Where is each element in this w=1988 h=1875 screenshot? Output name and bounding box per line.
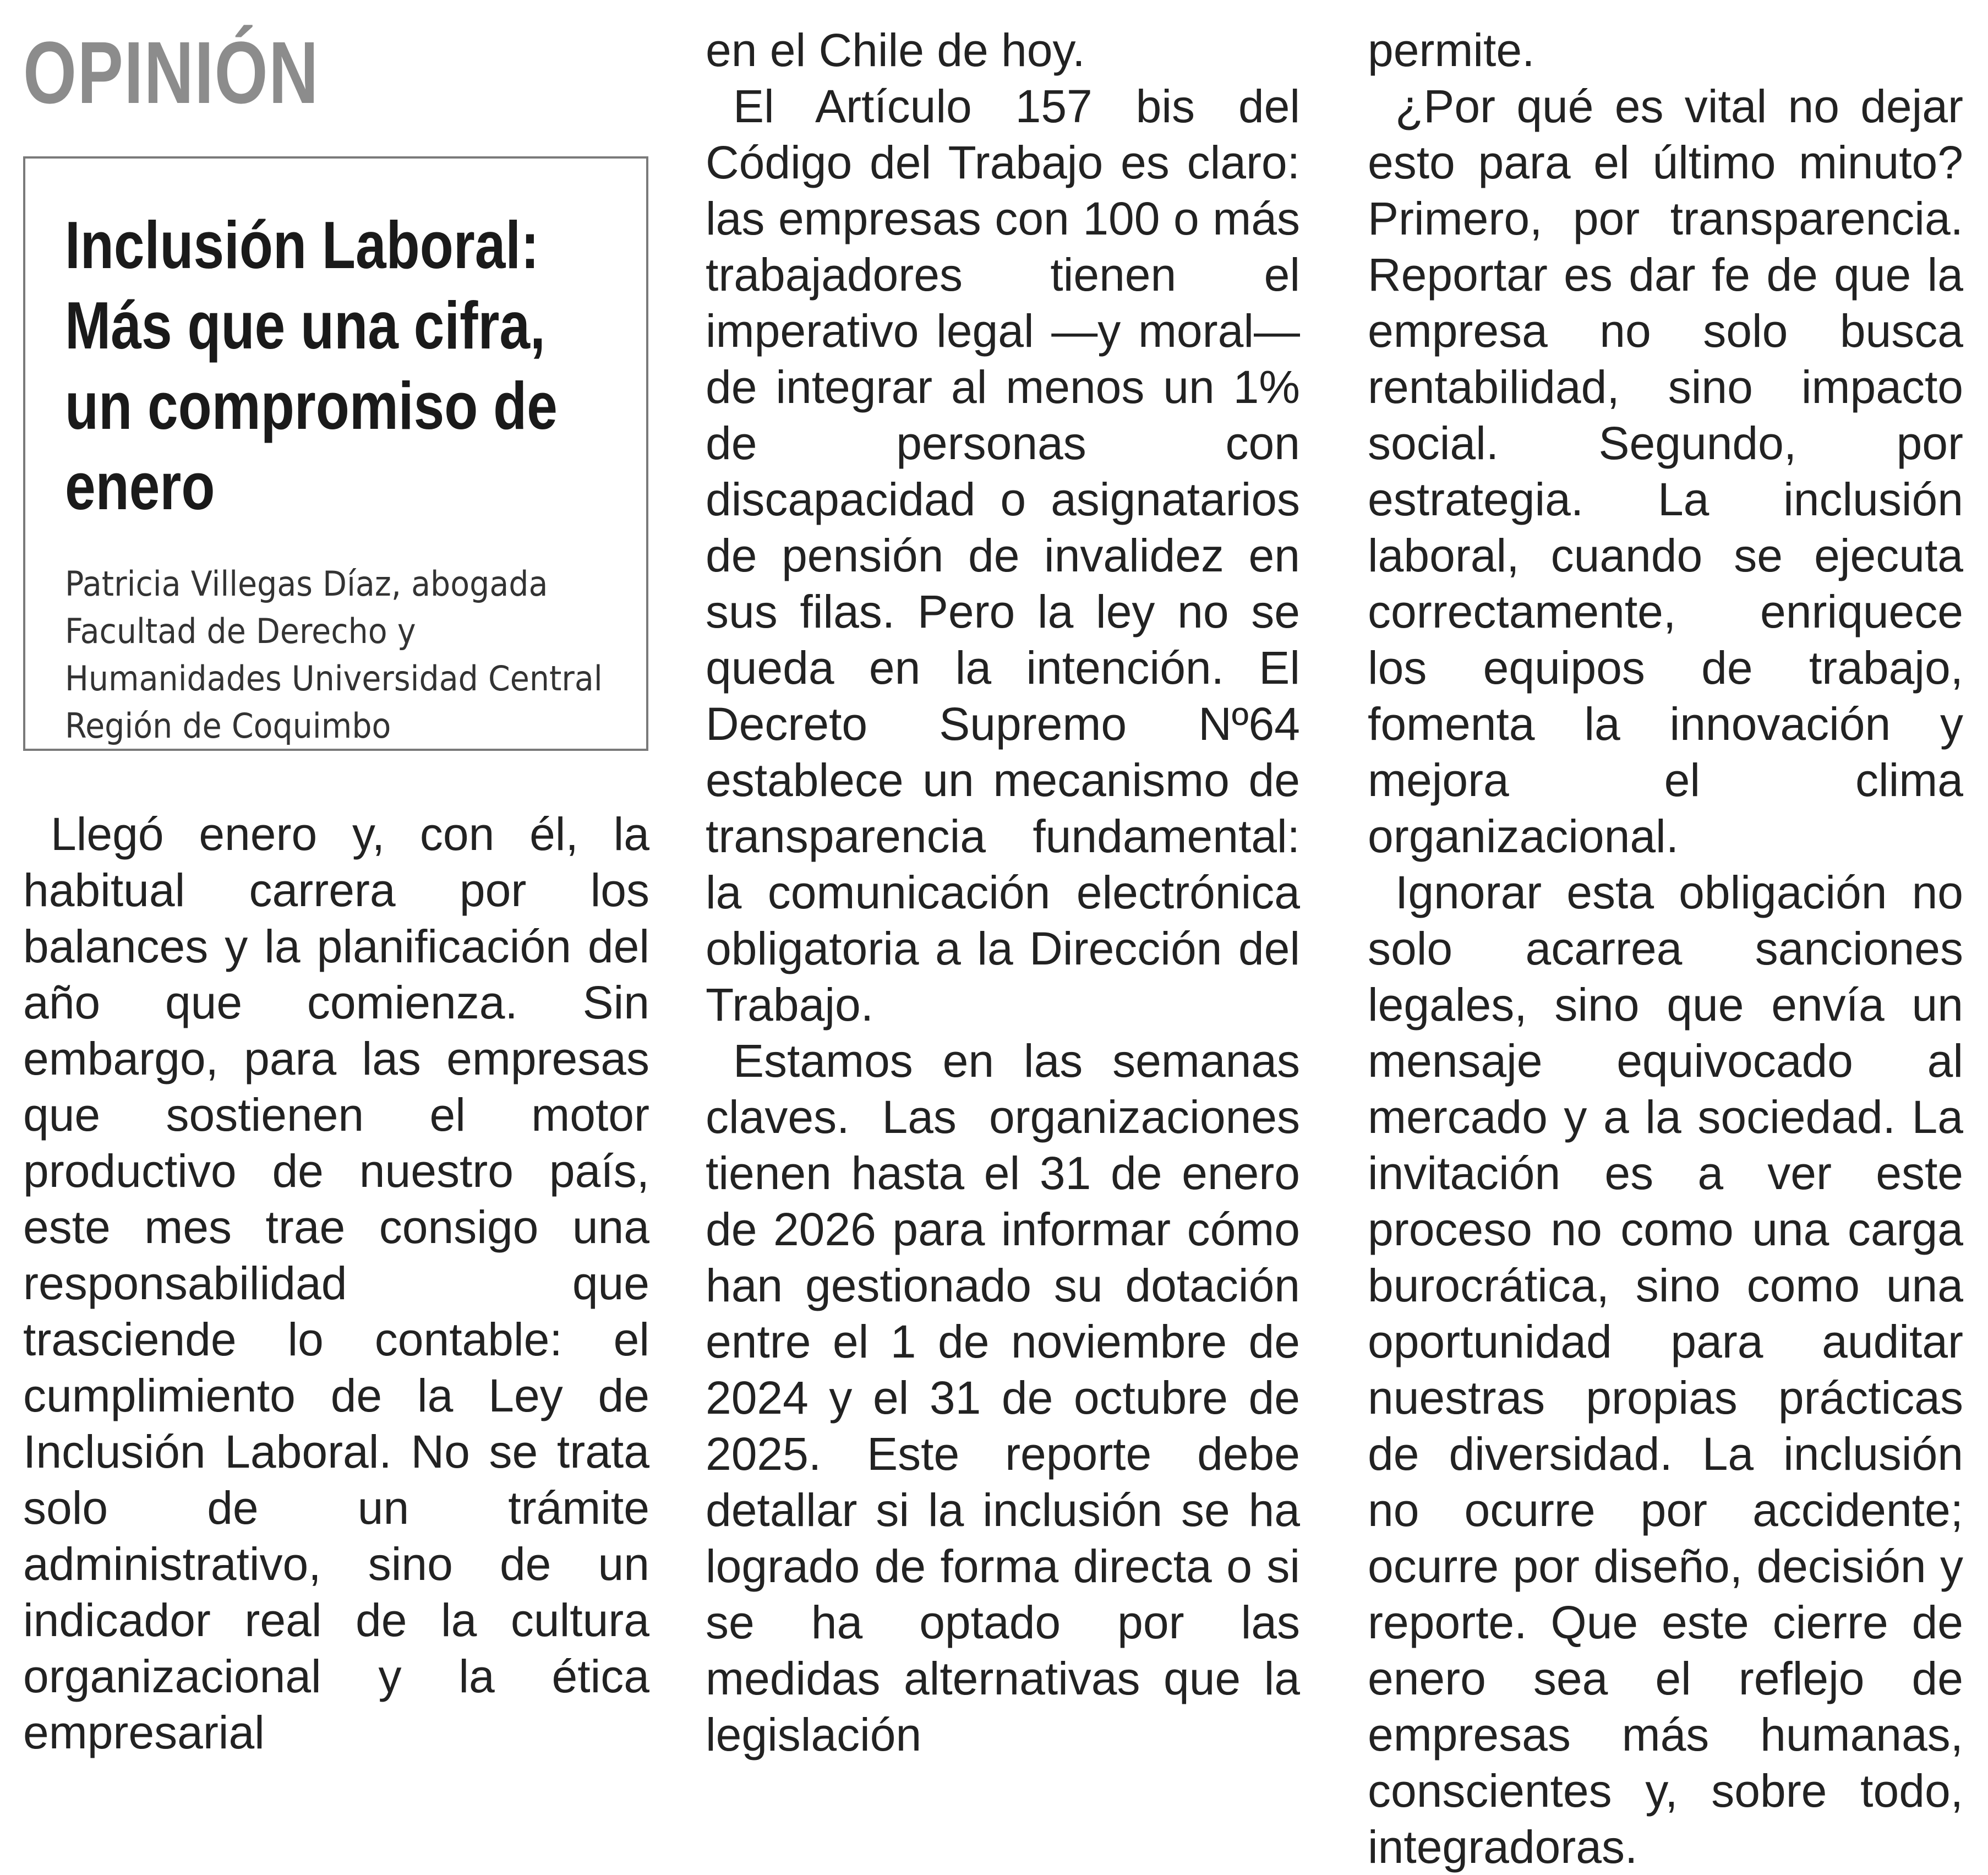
article-column-3 bbox=[1368, 22, 1963, 1875]
paragraph: Ignorar esta obligación no solo acarrea sanciones legales, sino que envía un mensaje equivocado al mercado y a la sociedad. La invitación es a ver este proceso no como una carga burocrática, sino como una oportunidad para auditar nuestras propias prácticas de diversidad. La inclusión no ocurre por accidente; ocurre por diseño, decisión y reporte. Que este cierre de enero sea el reflejo de empresas más humanas, conscientes y, sobre todo, integradoras. bbox=[1368, 866, 1963, 1873]
article-column-1 bbox=[23, 806, 649, 1760]
headline-box bbox=[23, 156, 648, 751]
section-label: OPINIÓN bbox=[23, 23, 319, 122]
article-column-2 bbox=[706, 22, 1300, 1763]
paragraph: Llegó enero y, con él, la habitual carrera por los balances y la planificación del año que comienza. Sin embargo, para las empresas que sostienen el motor productivo de nuestro país, este mes trae consigo una responsabilidad que trasciende lo contable: el cumplimiento de la Ley de Inclusión Laboral. No se trata solo de un trámite administrativo, sino de un indicador real de la cultura organizacional y la ética empresarial bbox=[23, 808, 649, 1758]
paragraph: Estamos en las semanas claves. Las organizaciones tienen hasta el 31 de enero de 2026 para informar cómo han gestionado su dotación entre el 1 de noviembre de 2024 y el 31 de octubre de 2025. Este reporte debe detallar si la inclusión se ha logrado de forma directa o si se ha optado por las medidas alternativas que la legislación bbox=[706, 1035, 1300, 1760]
headline: Inclusión Laboral: Más que una cifra, un compromiso de enero bbox=[65, 208, 558, 524]
paragraph-continuation: en el Chile de hoy. bbox=[706, 24, 1085, 76]
paragraph-continuation: permite. bbox=[1368, 24, 1535, 76]
paragraph: ¿Por qué es vital no dejar esto para el último minuto? Primero, por transparencia. Reportar es dar fe de que la empresa no solo busca rentabilidad, sino impacto social. Segundo, por estrategia. La inclusión laboral, cuando se ejecuta correctamente, enriquece los equipos de trabajo, fomenta la innovación y mejora el clima organizacional. bbox=[1368, 80, 1963, 862]
byline: Patricia Villegas Díaz, abogada Facultad de Derecho y Humanidades Universidad Central Región de Coquimbo bbox=[65, 564, 603, 746]
paragraph: El Artículo 157 bis del Código del Trabajo es claro: las empresas con 100 o más trabajadores tienen el imperativo legal —y moral— de integrar al menos un 1% de personas con discapacidad o asignatarios de pensión de invalidez en sus filas. Pero la ley no se queda en la intención. El Decreto Supremo Nº64 establece un mecanismo de transparencia fundamental: la comunicación electrónica obligatoria a la Dirección del Trabajo. bbox=[706, 80, 1300, 1031]
